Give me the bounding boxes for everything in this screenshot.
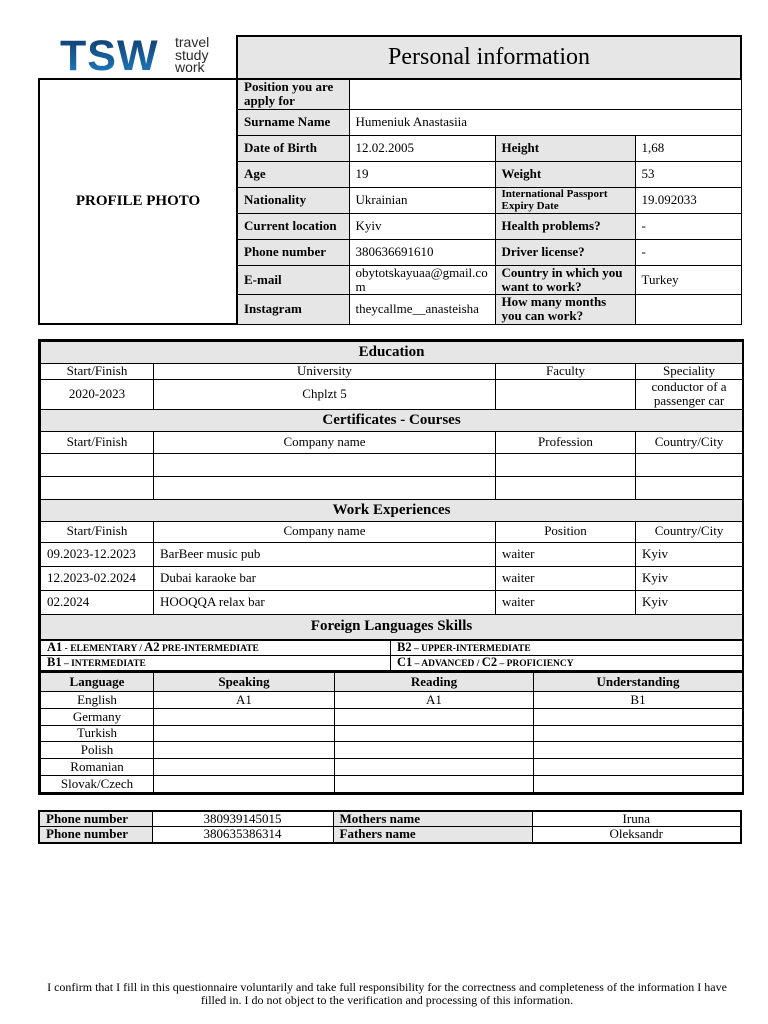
languages-header-reading: Reading [335,672,534,692]
level-c2-text: – PROFICIENCY [497,658,574,669]
work-row-position: waiter [496,542,636,566]
education-title: Education [41,342,743,364]
health-label: Health problems? [495,213,635,239]
phone-value: 380636691610 [349,239,495,265]
email-label: E-mail [237,265,349,295]
profile-photo-placeholder: PROFILE PHOTO [39,79,237,324]
months-label: How many months you can work? [495,295,635,325]
age-label: Age [237,161,349,187]
language-understanding [534,742,743,759]
logo-tagline-study: study [175,46,209,63]
certificates-cell [41,453,154,476]
education-header-faculty: Faculty [496,364,636,380]
level-c1: C1 [397,655,413,669]
certificates-header-start: Start/Finish [41,431,154,453]
languages-title: Foreign Languages Skills [41,614,743,639]
certificates-cell [154,453,496,476]
language-name: Slovak/Czech [41,776,154,793]
level-legend-c1-c2 [391,655,743,670]
language-speaking [154,742,335,759]
contact-phone-label: Phone number [39,827,152,843]
dob-label: Date of Birth [237,135,349,161]
level-b1-text: – INTERMEDIATE [61,658,146,669]
page-title: Personal information [237,36,741,79]
level-a2: A2 [144,640,160,654]
education-table [40,341,743,640]
certificates-header-country: Country/City [636,431,743,453]
education-row-university: Chplzt 5 [154,380,496,410]
logo-tagline-work: work [175,59,205,75]
work-header-position: Position [496,521,636,542]
passport-expiry-value: 19.092033 [635,187,741,213]
weight-value: 53 [635,161,741,187]
instagram-label: Instagram [237,295,349,325]
language-reading [335,742,534,759]
language-name: Germany [41,709,154,726]
certificates-header-profession: Profession [496,431,636,453]
certificates-header-company: Company name [154,431,496,453]
language-speaking [154,776,335,793]
work-row-position: waiter [496,590,636,614]
education-row-speciality: conductor of a passenger car [636,380,743,410]
logo-wordmark: TSW [60,32,159,80]
language-name: Polish [41,742,154,759]
father-name-label: Fathers name [333,827,532,843]
work-row-company: BarBeer music pub [154,542,496,566]
language-reading [335,759,534,776]
family-contacts-table [38,810,742,844]
certificates-cell [636,453,743,476]
instagram-value: theycallme__anasteisha [349,295,495,325]
education-row-faculty [496,380,636,410]
phone-label: Phone number [237,239,349,265]
work-row-country: Kyiv [636,542,743,566]
level-c2: C2 [481,655,498,669]
language-name: English [41,692,154,709]
contact-phone-value: 380939145015 [152,811,333,827]
nationality-value: Ukrainian [349,187,495,213]
mother-name-value: Iruna [532,811,741,827]
personal-info-table [38,32,742,325]
surname-label: Surname Name [237,109,349,135]
work-row-country: Kyiv [636,590,743,614]
language-name: Romanian [41,759,154,776]
surname-value: Humeniuk Anastasiia [349,109,741,135]
language-levels-legend [40,640,743,671]
work-header-country: Country/City [636,521,743,542]
language-reading [335,776,534,793]
level-legend-b2 [391,640,743,655]
contact-phone-label: Phone number [39,811,152,827]
nationality-label: Nationality [237,187,349,213]
languages-table [40,671,743,794]
location-label: Current location [237,213,349,239]
language-reading: A1 [335,692,534,709]
education-header-speciality: Speciality [636,364,743,380]
logo-cell [39,32,237,80]
languages-header-language: Language [41,672,154,692]
passport-expiry-label: International Passport Expiry Date [495,187,635,213]
location-value: Kyiv [349,213,495,239]
level-legend-b1 [41,655,391,670]
weight-label: Weight [495,161,635,187]
dob-value: 12.02.2005 [349,135,495,161]
height-label: Height [495,135,635,161]
education-row-start: 2020-2023 [41,380,154,410]
work-row-company: Dubai karaoke bar [154,566,496,590]
level-legend-a1-a2 [41,640,391,655]
level-b2: B2 [397,640,412,654]
level-a2-text: PRE-INTERMEDIATE [159,643,259,654]
country-label: Country in which you want to work? [495,265,635,295]
health-value: - [635,213,741,239]
email-value: obytotskayuaa@gmail.com [349,265,495,295]
contact-phone-value: 380635386314 [152,827,333,843]
certificates-cell [154,476,496,499]
level-b2-text: – UPPER-INTERMEDIATE [411,643,531,654]
work-row-start: 02.2024 [41,590,154,614]
language-reading [335,726,534,742]
history-block [38,339,744,795]
level-b1: B1 [47,655,62,669]
language-reading [335,709,534,726]
language-understanding: B1 [534,692,743,709]
confirmation-statement: I confirm that I fill in this questionnaire voluntarily and take full responsibility for the correctness and completeness of the information I have filled in. I do not object to the verification and processing of this information. [47,980,727,1007]
language-understanding [534,726,743,742]
language-name: Turkish [41,726,154,742]
language-speaking [154,726,335,742]
work-row-company: HOOQQA relax bar [154,590,496,614]
work-header-start: Start/Finish [41,521,154,542]
work-row-start: 09.2023-12.2023 [41,542,154,566]
certificates-cell [496,476,636,499]
education-header-university: University [154,364,496,380]
education-header-start: Start/Finish [41,364,154,380]
months-value [635,295,741,325]
language-understanding [534,776,743,793]
certificates-cell [496,453,636,476]
driver-license-value: - [635,239,741,265]
country-value: Turkey [635,265,741,295]
level-a1-text: - ELEMENTARY / [62,643,145,654]
language-understanding [534,709,743,726]
work-row-position: waiter [496,566,636,590]
language-speaking [154,709,335,726]
work-header-company: Company name [154,521,496,542]
certificates-cell [41,476,154,499]
position-value [349,79,741,109]
position-label: Position you are apply for [237,79,349,109]
languages-header-speaking: Speaking [154,672,335,692]
driver-license-label: Driver license? [495,239,635,265]
languages-header-understanding: Understanding [534,672,743,692]
work-row-country: Kyiv [636,566,743,590]
language-speaking: A1 [154,692,335,709]
father-name-value: Oleksandr [532,827,741,843]
work-title: Work Experiences [41,499,743,521]
mother-name-label: Mothers name [333,811,532,827]
language-understanding [534,759,743,776]
age-value: 19 [349,161,495,187]
level-a1: A1 [47,640,63,654]
work-row-start: 12.2023-02.2024 [41,566,154,590]
language-speaking [154,759,335,776]
certificates-cell [636,476,743,499]
logo-tagline-travel: travel [175,34,210,50]
level-c1-text: – ADVANCED / [412,658,482,669]
height-value: 1,68 [635,135,741,161]
certificates-title: Certificates - Courses [41,409,743,431]
